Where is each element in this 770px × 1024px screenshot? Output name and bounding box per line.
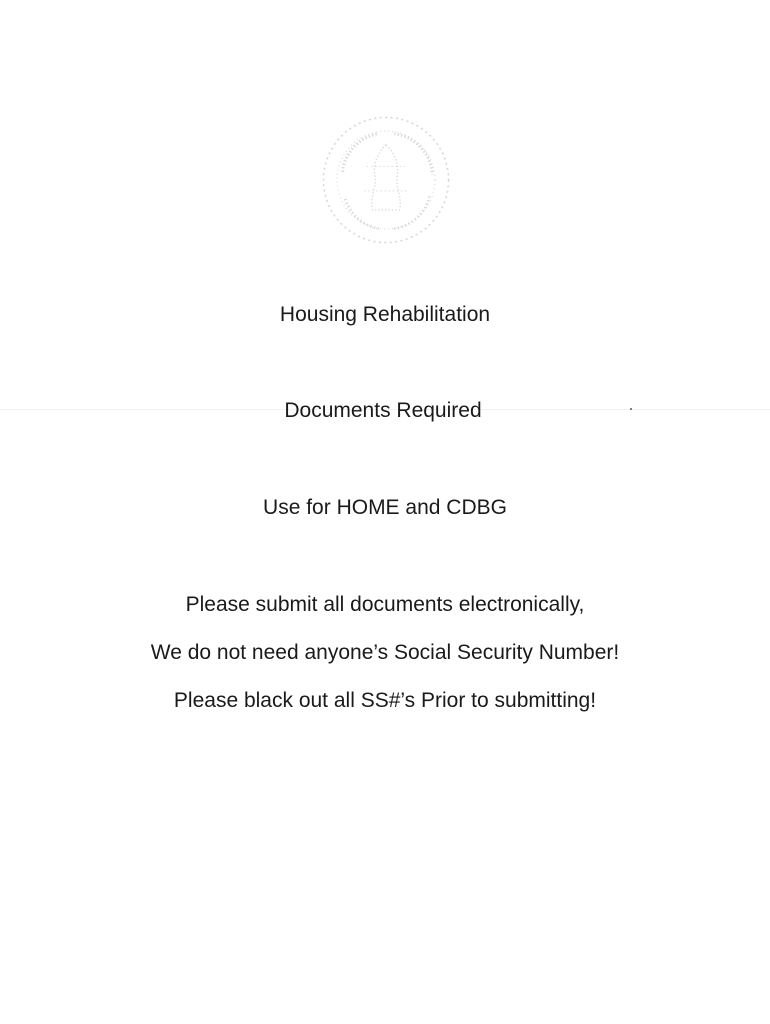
- instruction-line: Please black out all SS#’s Prior to submitting!: [173, 689, 597, 712]
- instruction-line: Please submit all documents electronically,: [185, 593, 585, 616]
- document-title: Housing Rehabilitation: [279, 303, 491, 326]
- official-seal-icon: [318, 112, 454, 248]
- document-subtitle: Documents Required: [284, 399, 482, 422]
- instruction-line: We do not need anyone’s Social Security Number!: [150, 641, 620, 664]
- program-usage-text: Use for HOME and CDBG: [263, 496, 507, 519]
